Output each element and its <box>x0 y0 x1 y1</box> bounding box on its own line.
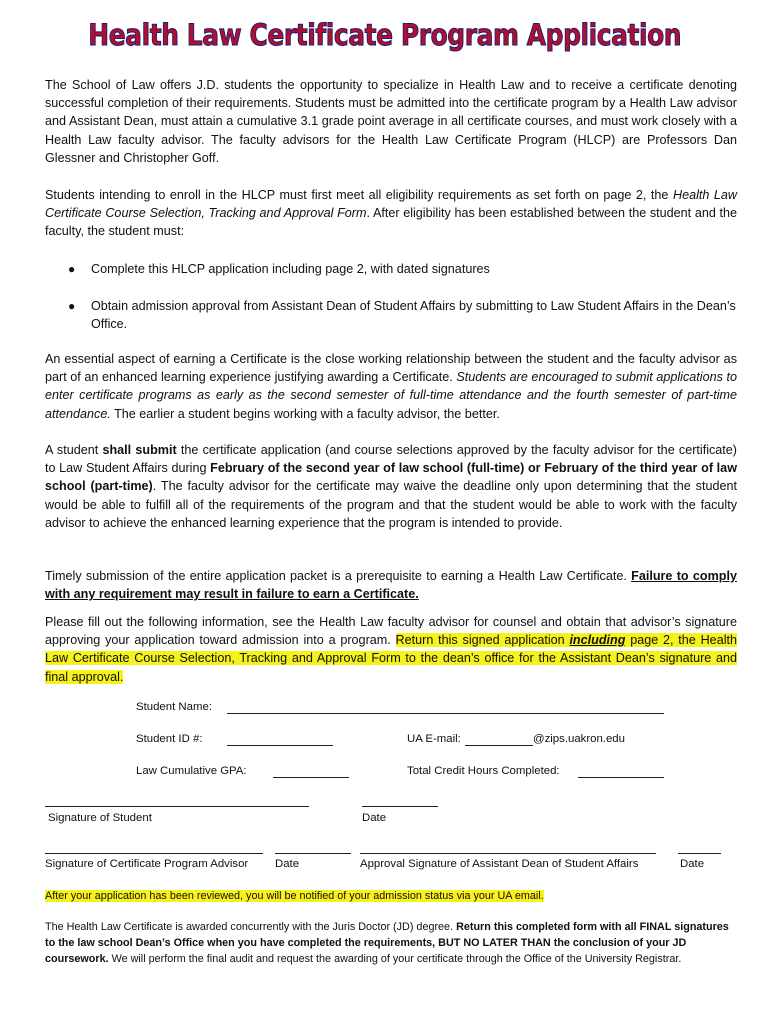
intro-paragraph <box>45 76 737 167</box>
ua-email-field[interactable] <box>465 745 533 746</box>
student-date-field[interactable] <box>362 806 438 807</box>
final-text-c: We will perform the final audit and request the awarding of your certificate through the Office of the University Registrar. <box>108 953 682 966</box>
bullet-icon: ● <box>68 299 76 313</box>
timely-text: Timely submission of the entire application packet is a prerequisite to earning a Health Law Certificate. <box>45 569 632 583</box>
student-date-label: Date <box>362 812 387 824</box>
eligibility-paragraph <box>45 186 737 241</box>
page-title: Health Law Certificate Program Application <box>88 18 682 52</box>
list-item <box>68 297 737 333</box>
submission-text-a: A student <box>45 443 103 457</box>
intro-text: The School of Law offers J.D. students the opportunity to specialize in Health Law and to receive a certificate denoting successful completion of their requirements. Students must be admitted into the certificate program by a Health Law advisor and Assistant Dean, must attain a cumulative 3.1 grade point average in all certificate courses, and must work closely with a Health Law faculty advisor. The faculty advisors for the Health Law Certificate Program (HLCP) are Professors Dan Glessner and Christopher Goff. <box>45 78 737 165</box>
submission-text-e: . The faculty advisor for the certificate may waive the deadline only upon determining that the student would be able to fulfill all of the requirements of the program and that the student would be able to work with the faculty advisor to achieve the enhanced learning experience that the program is intended to provide. <box>45 479 737 530</box>
submission-deadline-bold: February of the second year of law school (full-time) or February of the third year of law school (part-time) <box>45 461 737 494</box>
student-name-label: Student Name: <box>136 701 212 713</box>
credit-hours-label: Total Credit Hours Completed: <box>407 765 560 777</box>
student-id-label: Student ID #: <box>136 733 203 745</box>
bullet-icon: ● <box>68 262 76 276</box>
final-text-a: The Health Law Certificate is awarded concurrently with the Juris Doctor (JD) degree. <box>45 921 457 933</box>
student-name-field[interactable] <box>227 713 664 714</box>
student-signature-label: Signature of Student <box>48 812 152 824</box>
final-text-bold: Return this completed form with all FINAL signatures to the law school Dean’s Office when you have completed the requirements, BUT NO LATER THAN the conclusion of your JD coursework. <box>45 921 729 966</box>
admission-notice: After your application has been reviewed, you will be notified of your admission status via your UA email. <box>45 890 544 902</box>
dean-signature-label: Approval Signature of Assistant Dean of Student Affairs <box>360 858 639 870</box>
advisor-text-a: An essential aspect of earning a Certificate is the close working relationship between the student and the faculty advisor as part of an enhanced learning experience justifying awarding a Certificate. <box>45 352 737 385</box>
gpa-label: Law Cumulative GPA: <box>136 765 247 777</box>
form-name-italic: Health Law Certificate Course Selection, Tracking and Approval Form <box>45 188 738 221</box>
advisor-signature-field[interactable] <box>45 853 263 854</box>
submission-text-c: the certificate application (and course selections approved by the faculty advisor for the certificate) to Law Student Affairs during <box>45 443 737 476</box>
advisor-text-italic: Students are encouraged to submit applications to enter certificate programs as early as the second semester of full-time attendance and the fourth semester of part-time attendance. <box>45 370 737 421</box>
credit-hours-field[interactable] <box>578 777 664 778</box>
title-block <box>0 18 770 52</box>
dean-date-field[interactable] <box>678 853 721 854</box>
including-emphasis: including <box>569 633 626 648</box>
eligibility-text-a: Students intending to enroll in the HLCP must first meet all eligibility requirements as set forth on page 2, the <box>45 188 673 202</box>
bullet-text: Complete this HLCP application including page 2, with dated signatures <box>91 262 490 276</box>
email-domain: @zips.uakron.edu <box>533 733 625 745</box>
advisor-text-c: The earlier a student begins working with a faculty advisor, the better. <box>110 406 500 421</box>
advisor-signature-label: Signature of Certificate Program Advisor <box>45 858 249 870</box>
gpa-field[interactable] <box>273 777 349 778</box>
instructions-paragraph <box>45 613 737 686</box>
dean-date-label: Date <box>680 858 705 870</box>
dean-signature-field[interactable] <box>360 853 656 854</box>
return-text-highlighted: Return this signed application <box>395 633 570 648</box>
submission-text-bold: shall submit <box>102 443 177 457</box>
list-item <box>68 260 737 278</box>
advisor-date-field[interactable] <box>275 853 351 854</box>
advisor-date-label: Date <box>275 858 300 870</box>
eligibility-text-c: . After eligibility has been established between the student and the faculty, the student must: <box>45 206 737 239</box>
return-text-highlighted-cont: page 2, the Health Law Certificate Course Selection, Tracking and Approval Form to the dean’s office for the Assistant Dean’s signature and final approval. <box>45 633 737 684</box>
student-id-field[interactable] <box>227 745 333 746</box>
final-paragraph <box>45 919 737 968</box>
timely-paragraph <box>45 567 737 603</box>
submission-paragraph <box>45 441 737 532</box>
advisor-paragraph <box>45 350 737 423</box>
bullet-text: Obtain admission approval from Assistant Dean of Student Affairs by submitting to Law Student Affairs in the Dean’s Office. <box>91 299 736 332</box>
instructions-text: Please fill out the following information, see the Health Law faculty advisor for counsel and obtain that advisor’s signature approving your application toward admission into a program. <box>45 615 737 648</box>
student-signature-field[interactable] <box>45 806 309 807</box>
notice-block <box>45 888 737 904</box>
failure-warning: Failure to comply with any requirement may result in failure to earn a Certificate. <box>45 569 737 602</box>
ua-email-label: UA E-mail: <box>407 733 461 745</box>
